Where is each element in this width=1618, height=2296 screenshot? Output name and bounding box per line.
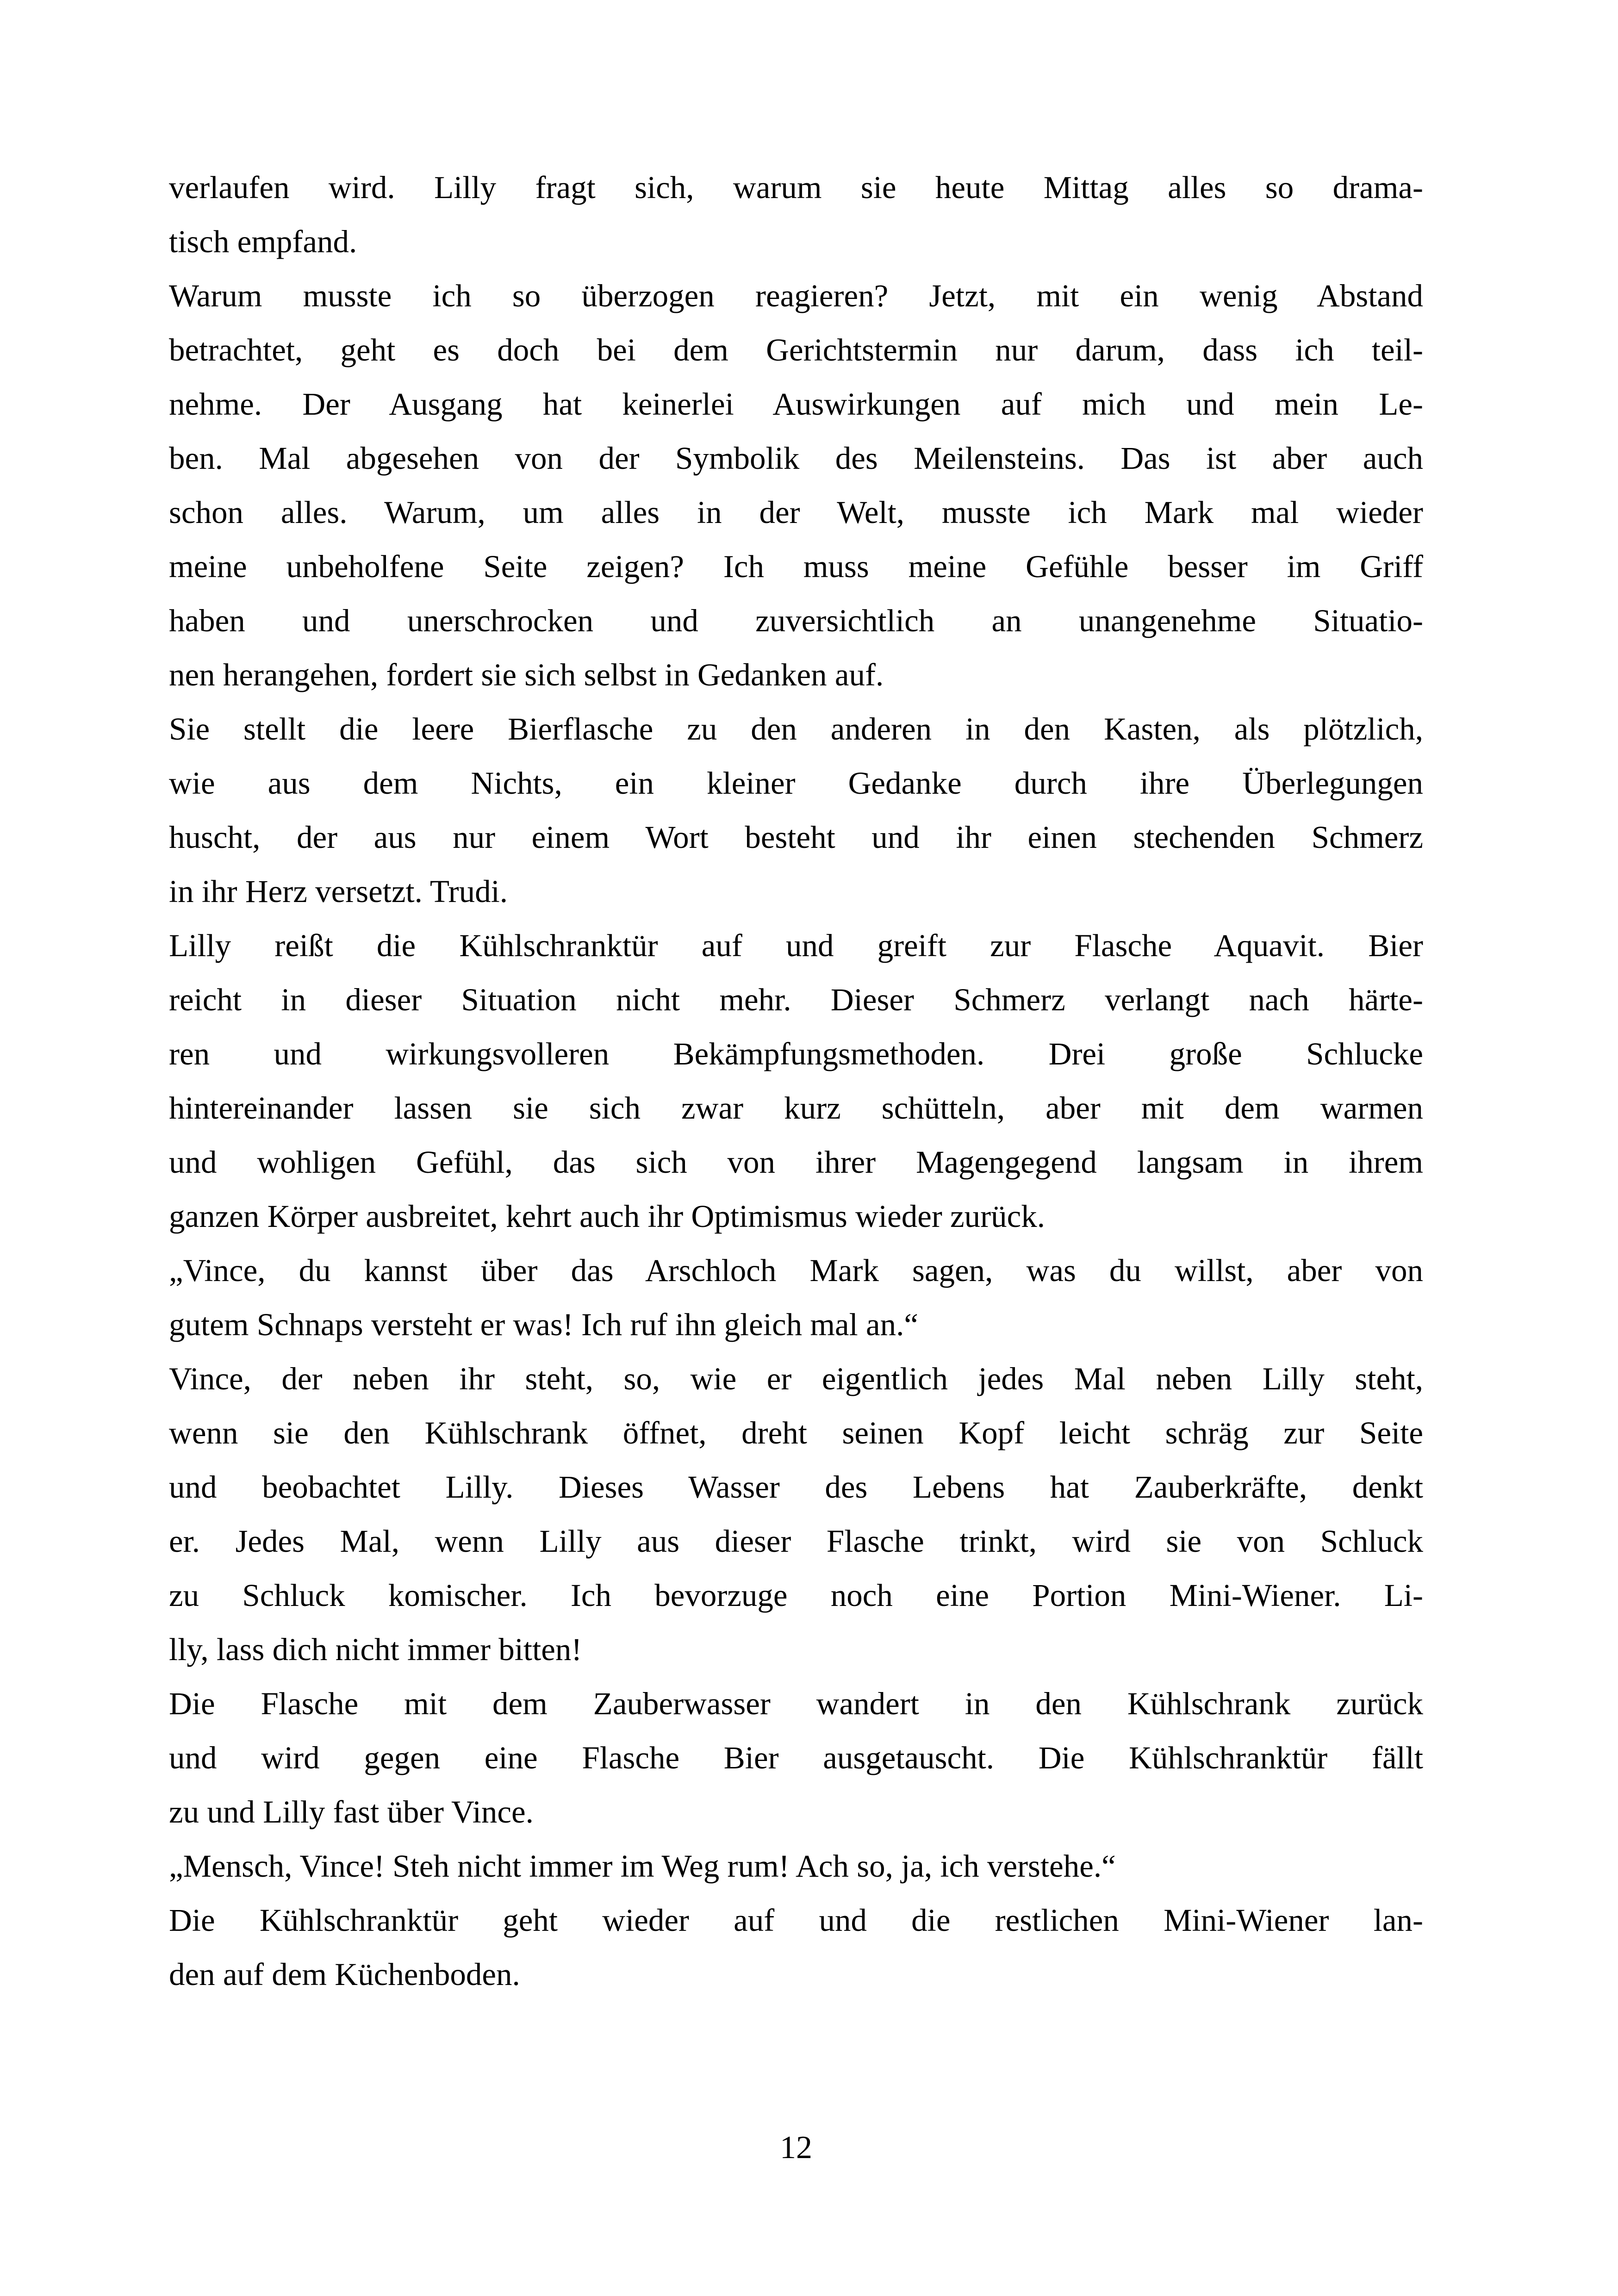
body-text xyxy=(169,161,1423,2002)
text-line: ganzen Körper ausbreitet, kehrt auch ihr Optimismus wieder zurück. xyxy=(169,1199,1045,1234)
text-line: Die Kühlschranktür geht wieder auf und die restlichen Mini-Wiener lan- xyxy=(169,1903,1423,1938)
text-line: hintereinander lassen sie sich zwar kurz schütteln, aber mit dem warmen xyxy=(169,1090,1423,1126)
text-line: Warum musste ich so überzogen reagieren? Jetzt, mit ein wenig Abstand xyxy=(169,278,1423,313)
text-line: den auf dem Küchenboden. xyxy=(169,1957,520,1992)
text-line: „Mensch, Vince! Steh nicht immer im Weg rum! Ach so, ja, ich verstehe.“ xyxy=(169,1848,1116,1884)
text-line: tisch empfand. xyxy=(169,224,357,259)
text-line: reicht in dieser Situation nicht mehr. Dieser Schmerz verlangt nach härte- xyxy=(169,982,1423,1017)
text-line: Sie stellt die leere Bierflasche zu den anderen in den Kasten, als plötzlich, xyxy=(169,711,1423,747)
text-line: ren und wirkungsvolleren Bekämpfungsmethoden. Drei große Schlucke xyxy=(169,1036,1423,1071)
text-line: er. Jedes Mal, wenn Lilly aus dieser Flasche trinkt, wird sie von Schluck xyxy=(169,1524,1423,1559)
text-line: gutem Schnaps versteht er was! Ich ruf ihn gleich mal an.“ xyxy=(169,1307,919,1342)
text-line: und wohligen Gefühl, das sich von ihrer Magengegend langsam in ihrem xyxy=(169,1145,1423,1180)
text-line: in ihr Herz versetzt. Trudi. xyxy=(169,874,508,909)
text-line: und wird gegen eine Flasche Bier ausgetauscht. Die Kühlschranktür fällt xyxy=(169,1740,1423,1775)
text-line: verlaufen wird. Lilly fragt sich, warum sie heute Mittag alles so drama- xyxy=(169,170,1423,205)
text-line: nen herangehen, fordert sie sich selbst in Gedanken auf. xyxy=(169,657,884,692)
text-line: schon alles. Warum, um alles in der Welt, musste ich Mark mal wieder xyxy=(169,495,1423,530)
page-number: 12 xyxy=(780,2130,812,2165)
text-line: meine unbeholfene Seite zeigen? Ich muss meine Gefühle besser im Griff xyxy=(169,549,1423,584)
text-line: wenn sie den Kühlschrank öffnet, dreht seinen Kopf leicht schräg zur Seite xyxy=(169,1415,1423,1450)
text-line: wie aus dem Nichts, ein kleiner Gedanke durch ihre Überlegungen xyxy=(169,765,1423,801)
text-line: lly, lass dich nicht immer bitten! xyxy=(169,1632,582,1667)
text-line: huscht, der aus nur einem Wort besteht und ihr einen stechenden Schmerz xyxy=(169,820,1423,855)
text-line: ben. Mal abgesehen von der Symbolik des Meilensteins. Das ist aber auch xyxy=(169,441,1423,476)
text-line: haben und unerschrocken und zuversichtlich an unangenehme Situatio- xyxy=(169,603,1423,638)
text-line: Lilly reißt die Kühlschranktür auf und greift zur Flasche Aquavit. Bier xyxy=(169,928,1423,963)
text-line: zu Schluck komischer. Ich bevorzuge noch eine Portion Mini-Wiener. Li- xyxy=(169,1578,1423,1613)
text-line: zu und Lilly fast über Vince. xyxy=(169,1794,534,1829)
text-line: betrachtet, geht es doch bei dem Gerichtstermin nur darum, dass ich teil- xyxy=(169,332,1423,367)
text-line: Vince, der neben ihr steht, so, wie er eigentlich jedes Mal neben Lilly steht, xyxy=(169,1361,1423,1396)
text-line: „Vince, du kannst über das Arschloch Mark sagen, was du willst, aber von xyxy=(169,1253,1423,1288)
text-line: und beobachtet Lilly. Dieses Wasser des Lebens hat Zauberkräfte, denkt xyxy=(169,1469,1423,1505)
text-line: nehme. Der Ausgang hat keinerlei Auswirkungen auf mich und mein Le- xyxy=(169,386,1423,422)
text-line: Die Flasche mit dem Zauberwasser wandert in den Kühlschrank zurück xyxy=(169,1686,1423,1721)
